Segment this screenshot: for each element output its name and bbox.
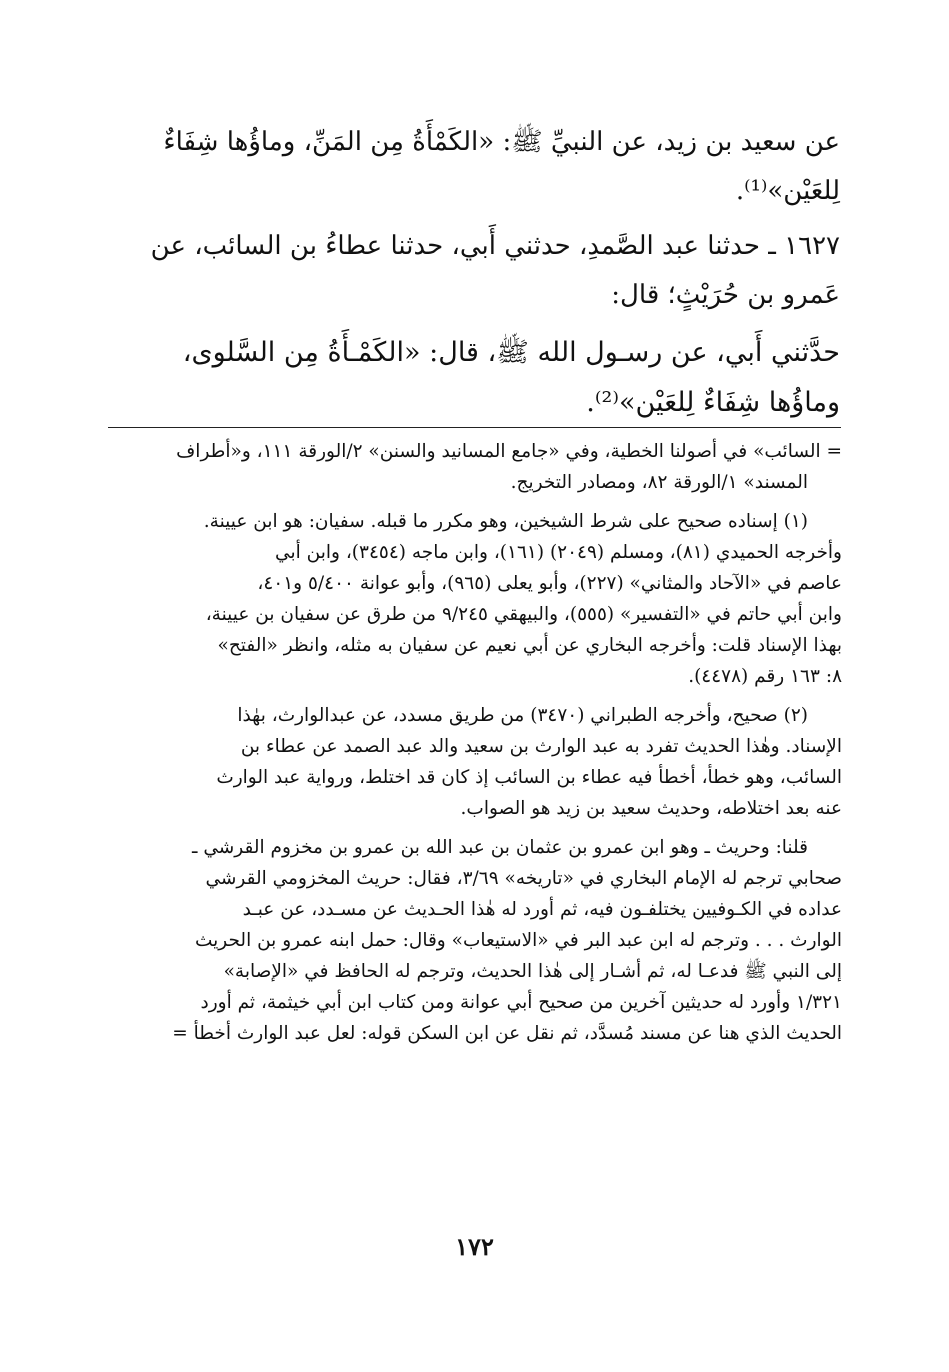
hadith-1627-line: عَمرو بن حُرَيْثٍ؛ قال:: [611, 280, 840, 310]
qulna-note-line: قلنا: وحريث ـ وهو ابن عمرو بن عثمان بن عبد الله بن عمرو بن مخزوم القرشي ـ: [192, 837, 808, 858]
footnote-1-line: وابن أبي حاتم في «التفسير» (٥٥٥)، والبيهقي ٩/٢٤٥ من طرق عن سفيان بن عيينة،: [205, 604, 842, 625]
footnote-2-line: الإسناد. وهٰذا الحديث تفرد به عبد الوارث بن سعيد والد عبد الصمد عن عطاء بن: [240, 736, 842, 757]
hadith-1627-line: وماؤُها شِفَاءٌ لِلعَيْن»⁽²⁾.: [586, 387, 840, 418]
footnotes: [130, 436, 842, 1049]
qulna-note-line: صحابي ترجم له الإمام البخاري في «تاريخه» ٣/٦٩، فقال: حريث المخزومي القرشي: [205, 868, 842, 889]
qulna-note-line: إلى النبي ﷺ فدعـا له، ثم أشـار إلى هٰذا الحديث، وترجم له الحافظ في «الإصابة»: [223, 961, 842, 982]
main-text: [128, 118, 840, 428]
hadith-1627-line: ١٦٢٧ ـ حدثنا عبد الصَّمدِ، حدثني أَبي، حدثنا عطاءُ بن السائب، عن: [150, 231, 840, 261]
footnote-1-line: بهذا الإسناد قلت: وأخرجه البخاري عن أبي نعيم عن سفيان به مثله، وانظر «الفتح»: [217, 635, 842, 656]
footnote-1-line: ٨: ١٦٣ رقم (٤٤٧٨).: [688, 666, 842, 687]
qulna-note-line: الحديث الذي هنا عن مسند مُسدَّد، ثم نقل عن ابن السكن قوله: لعل عبد الوارث أخطأ =: [172, 1023, 842, 1044]
qulna-note-line: ١/٣٢١ وأورد له حديثين آخرين من صحيح أبي عوانة ومن كتاب ابن أبي خيثمة، ثم أورد: [200, 992, 842, 1013]
footnote-2-line: (٢) صحيح، وأخرجه الطبراني (٣٤٧٠) من طريق مسدد، عن عبدالوارث، بهٰذا: [237, 705, 808, 726]
main-text-line: لِلعَيْن»⁽¹⁾.: [735, 176, 840, 206]
footnote-2-line: عنه بعد اختلاطه، وحديث سعيد بن زيد هو الصواب.: [460, 798, 842, 819]
footnote-separator-rule: [108, 427, 841, 428]
qulna-note-line: عداده في الكـوفيين يختلفـون فيه، ثم أورد له هٰذا الحـديث عن مسـدد، عن عبـد: [242, 899, 842, 920]
footnote-continuation-line: المسند» ١/الورقة ٨٢، ومصادر التخريج.: [510, 472, 808, 493]
main-text-line: عن سعيد بن زيد، عن النبيِّ ﷺ: «الكَمْأَةُ مِن المَنِّ، وماؤُها شِفَاءٌ: [163, 127, 840, 157]
footnote-1-line: (١) إسناده صحيح على شرط الشيخين، وهو مكرر ما قبله. سفيان: هو ابن عيينة.: [203, 511, 808, 532]
qulna-note-line: الوارث . . . وترجم له ابن عبد البر في «الاستيعاب» وقال: حمل ابنه عمرو بن الحريث: [194, 930, 842, 951]
page-number: ١٧٢: [455, 1232, 494, 1261]
footnote-1-line: عاصم في «الآحاد والمثاني» (٢٢٧)، وأبو يعلى (٩٦٥)، وأبو عوانة ٥/٤٠٠ و٤٠١،: [257, 573, 842, 594]
footnote-2-line: السائب، وهو خطأ، أخطأ فيه عطاء بن السائب إذ كان قد اختلط، ورواية عبد الوارث: [216, 767, 842, 788]
hadith-1627-line: حدَّثني أَبي، عن رسـول الله ﷺ، قال: «الكَمْـأَةُ مِن السَّلوى،: [182, 337, 840, 368]
footnote-1-line: وأخرجه الحميدي (٨١)، ومسلم (٢٠٤٩) (١٦١)، وابن ماجه (٣٤٥٤)، وابن أبي: [275, 542, 842, 563]
footnote-continuation-line: = السائب» في أصولنا الخطية، وفي «جامع المسانيد والسنن» ٢/الورقة ١١١، و«أطراف: [176, 441, 842, 462]
